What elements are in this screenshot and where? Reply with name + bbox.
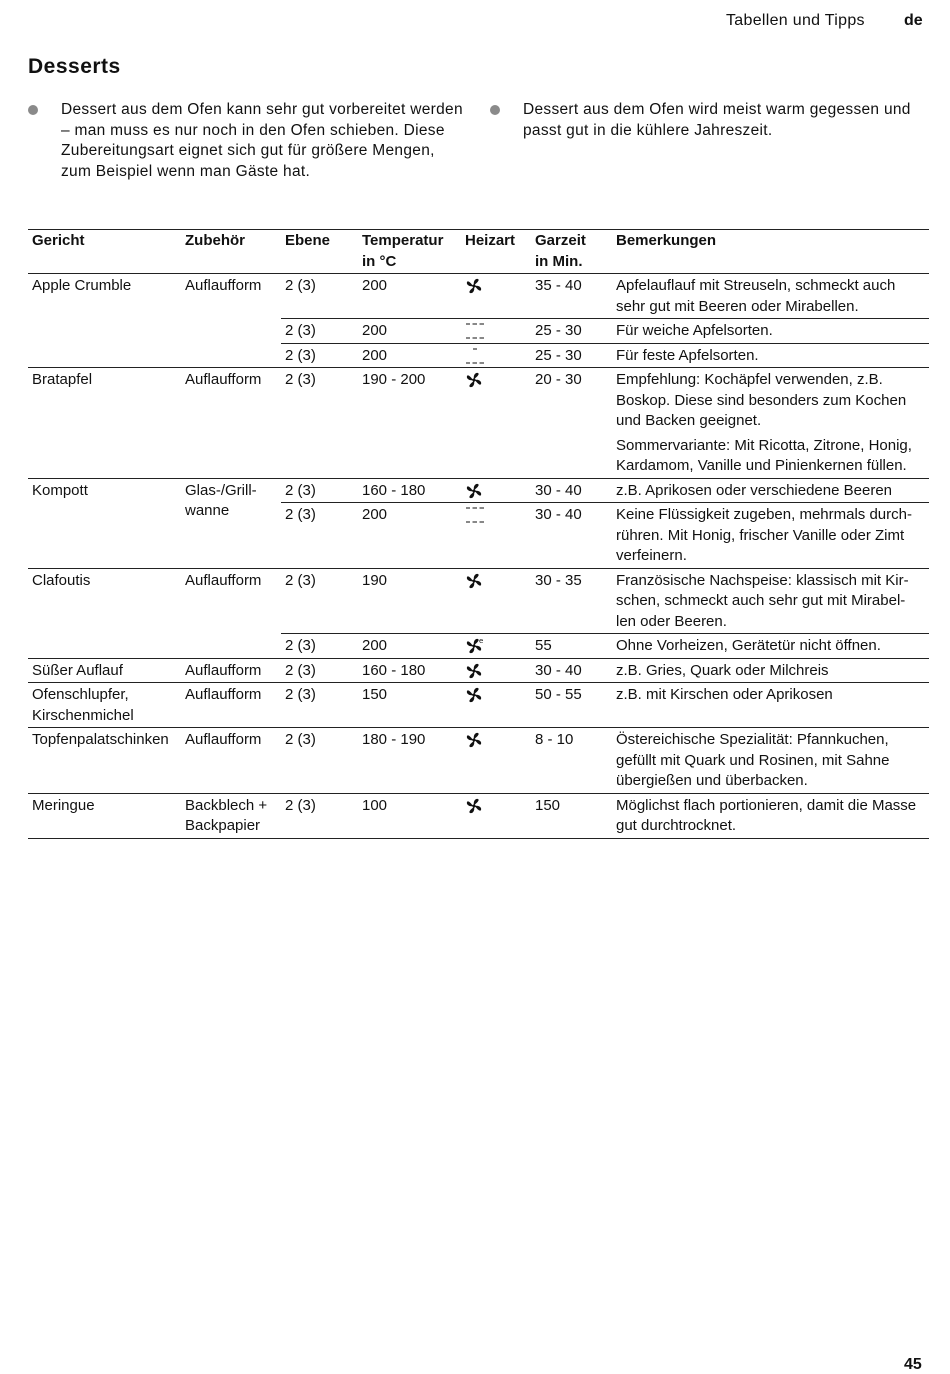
desserts-table [28, 229, 929, 839]
cell-dish: Topfenpalatschinken [28, 728, 181, 794]
cell-remark: z.B. Gries, Quark oder Milchreis [612, 658, 929, 683]
table-row [28, 274, 929, 319]
cell-level: 2 (3) [281, 503, 358, 569]
cell-temperature: 100 [358, 793, 461, 838]
header-temperature-line2: in °C [362, 252, 397, 270]
remark-paragraph: Sommervariante: Mit Ricotta, Zitrone, Honig, Kardamom, Vanille und Pinienkernen füllen. [616, 436, 912, 474]
cell-remark: Für feste Apfelsorten. [612, 343, 929, 368]
header-accessory: Zubehör [181, 230, 281, 274]
cell-time: 20 - 30 [531, 368, 612, 479]
table-row [28, 683, 929, 728]
cell-time: 8 - 10 [531, 728, 612, 794]
cell-level: 2 (3) [281, 683, 358, 728]
header-temperature-line1: Temperatur [362, 232, 444, 249]
cell-remark: Ohne Vorheizen, Gerätetür nicht öffnen. [612, 634, 929, 659]
cell-remark: z.B. Aprikosen oder verschiedene Beeren [612, 478, 929, 503]
fan-icon [465, 686, 485, 704]
cell-remark: Möglichst flach portionieren, damit die Masse gut durchtrocknet. [612, 793, 929, 838]
table-row [28, 368, 929, 479]
cell-time: 150 [531, 793, 612, 838]
cell-remark: Keine Flüssigkeit zugeben, mehrmals durch-rühren. Mit Honig, frischer Vanille oder Zimt verfeinern. [612, 503, 929, 569]
cell-temperature: 160 - 180 [358, 478, 461, 503]
header-time [531, 230, 612, 274]
bottom-heat-icon [465, 347, 485, 365]
cell-dish: Ofenschlupfer, Kirschenmichel [28, 683, 181, 728]
fan-icon [465, 572, 485, 590]
header-heating: Heizart [461, 230, 531, 274]
cell-accessory: Glas-/Grill-wanne [181, 478, 281, 568]
cell-temperature: 200 [358, 274, 461, 319]
cell-heating [461, 368, 531, 479]
cell-accessory: Auflaufform [181, 274, 281, 368]
header-dish: Gericht [28, 230, 181, 274]
intro-right-text: Dessert aus dem Ofen wird meist warm gegessen und passt gut in die kühlere Jahreszeit. [523, 101, 911, 139]
cell-temperature: 200 [358, 503, 461, 569]
table-row [28, 658, 929, 683]
table-row [28, 478, 929, 503]
cell-heating [461, 634, 531, 659]
fan-icon [465, 662, 485, 680]
fan-icon [465, 482, 485, 500]
cell-temperature: 200 [358, 343, 461, 368]
fan-icon [465, 277, 485, 295]
header-level: Ebene [281, 230, 358, 274]
cell-accessory: Auflaufform [181, 728, 281, 794]
cell-heating [461, 478, 531, 503]
cell-level: 2 (3) [281, 343, 358, 368]
cell-level: 2 (3) [281, 478, 358, 503]
top-bottom-heat-icon [465, 506, 485, 524]
cell-level: 2 (3) [281, 728, 358, 794]
cell-temperature: 190 - 200 [358, 368, 461, 479]
bullet-icon [490, 105, 500, 115]
cell-level: 2 (3) [281, 319, 358, 344]
header-temperature [358, 230, 461, 274]
cell-dish: Meringue [28, 793, 181, 838]
cell-level: 2 (3) [281, 274, 358, 319]
page-number: 45 [904, 1356, 922, 1373]
cell-time: 25 - 30 [531, 343, 612, 368]
cell-heating [461, 319, 531, 344]
cell-level: 2 (3) [281, 793, 358, 838]
header-remarks: Bemerkungen [612, 230, 929, 274]
cell-temperature: 200 [358, 634, 461, 659]
cell-dish: Kompott [28, 478, 181, 568]
cell-accessory: Auflaufform [181, 658, 281, 683]
table-row [28, 568, 929, 634]
cell-temperature: 150 [358, 683, 461, 728]
cell-remark: Apfelauflauf mit Streuseln, schmeckt auch sehr gut mit Beeren oder Mirabellen. [612, 274, 929, 319]
cell-time: 55 [531, 634, 612, 659]
cell-temperature: 200 [358, 319, 461, 344]
cell-dish: Bratapfel [28, 368, 181, 479]
cell-level: 2 (3) [281, 368, 358, 479]
cell-heating [461, 274, 531, 319]
cell-temperature: 160 - 180 [358, 658, 461, 683]
page-title: Desserts [28, 55, 121, 78]
cell-time: 30 - 40 [531, 658, 612, 683]
fan-eco-icon [465, 637, 485, 655]
language-code: de [904, 12, 923, 29]
cell-level: 2 (3) [281, 568, 358, 634]
cell-dish: Apple Crumble [28, 274, 181, 368]
cell-remark: Für weiche Apfelsorten. [612, 319, 929, 344]
cell-accessory: Auflaufform [181, 683, 281, 728]
cell-heating [461, 343, 531, 368]
cell-heating [461, 658, 531, 683]
cell-remark: z.B. mit Kirschen oder Aprikosen [612, 683, 929, 728]
fan-icon [465, 731, 485, 749]
table-row [28, 728, 929, 794]
table-header-row [28, 230, 929, 274]
fan-icon [465, 371, 485, 389]
cell-level: 2 (3) [281, 634, 358, 659]
cell-accessory: Auflaufform [181, 568, 281, 658]
intro-right [490, 100, 930, 141]
cell-heating [461, 683, 531, 728]
running-header: Tabellen und Tipps [726, 12, 865, 29]
svg-text:e: e [479, 637, 484, 645]
intro-left-text: Dessert aus dem Ofen kann sehr gut vorbereitet werden – man muss es nur noch in den Ofen schieben. Diese Zubereitungsart eignet sich gut für größere Mengen, zum Beispiel wenn man Gäste hat. [61, 101, 463, 180]
cell-level: 2 (3) [281, 658, 358, 683]
top-bottom-heat-icon [465, 322, 485, 340]
cell-remark: Französische Nachspeise: klassisch mit Kir-schen, schmeckt auch sehr gut mit Mirabel-len oder Beeren. [612, 568, 929, 634]
cell-accessory: Backblech + Backpapier [181, 793, 281, 838]
cell-time: 25 - 30 [531, 319, 612, 344]
cell-dish: Süßer Auflauf [28, 658, 181, 683]
cell-time: 30 - 40 [531, 478, 612, 503]
cell-time: 50 - 55 [531, 683, 612, 728]
cell-time: 30 - 35 [531, 568, 612, 634]
cell-dish: Clafoutis [28, 568, 181, 658]
intro-left [28, 100, 468, 182]
cell-heating [461, 503, 531, 569]
fan-icon [465, 797, 485, 815]
cell-time: 30 - 40 [531, 503, 612, 569]
cell-accessory: Auflaufform [181, 368, 281, 479]
header-time-line1: Garzeit [535, 232, 586, 249]
header-time-line2: in Min. [535, 252, 583, 270]
cell-heating [461, 728, 531, 794]
cell-heating [461, 568, 531, 634]
cell-heating [461, 793, 531, 838]
cell-temperature: 190 [358, 568, 461, 634]
bullet-icon [28, 105, 38, 115]
table-row [28, 793, 929, 838]
cell-remark [612, 368, 929, 479]
cell-temperature: 180 - 190 [358, 728, 461, 794]
cell-time: 35 - 40 [531, 274, 612, 319]
cell-remark: Östereichische Spezialität: Pfannkuchen, gefüllt mit Quark und Rosinen, mit Sahne übergießen und überbacken. [612, 728, 929, 794]
remark-paragraph: Empfehlung: Kochäpfel verwenden, z.B. Boskop. Diese sind besonders zum Kochen und Backen geeignet. [616, 371, 907, 429]
